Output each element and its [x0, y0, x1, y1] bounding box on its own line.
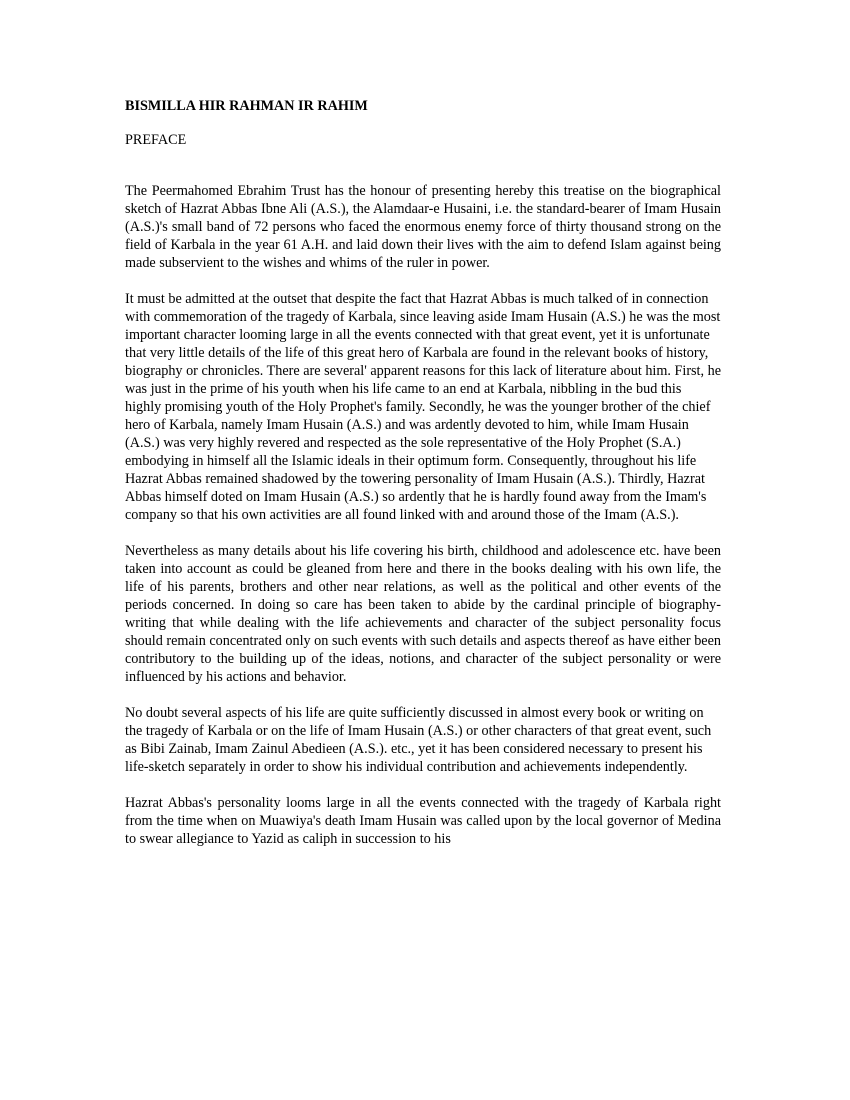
paragraph-4: No doubt several aspects of his life are quite sufficiently discussed in almost every book or writing on the tragedy of Karbala or on the life of Imam Husain (A.S.) or other characters of that great event, such as Bibi Zainab, Imam Zainul Abedieen (A.S.). etc., yet it has been considered necessary to present his life-sketch separately in order to show his individual contribution and achievements independently.	[125, 705, 712, 775]
paragraph-3: Nevertheless as many details about his life covering his birth, childhood and adolescence etc. have been taken into account as could be gleaned from here and there in the books dealing with his own life, the life of his parents, brothers and other near relations, as well as the political and other events of the periods concerned. In doing so care has been taken to abide by the cardinal principle of biography-writing that while dealing with the life achievements and character of the subject personality focus should remain concentrated only on such events with such details and aspects thereof as have either been contributory to the building up of the ideas, notions, and character of the subject personality or were influenced by his actions and behavior.	[125, 543, 721, 685]
paragraph-1: The Peermahomed Ebrahim Trust has the honour of presenting hereby this treatise on the biographical sketch of Hazrat Abbas Ibne Ali (A.S.), the Alamdaar-e Husaini, i.e. the standard-bearer of Imam Husain (A.S.)'s small band of 72 persons who faced the enormous enemy force of thirty thousand strong on the field of Karbala in the year 61 A.H. and laid down their lives with the aim to defend Islam against being made subservient to the wishes and whims of the ruler in power.	[125, 183, 721, 271]
document-heading: BISMILLA HIR RAHMAN IR RAHIM	[125, 98, 368, 114]
section-title-preface: PREFACE	[125, 132, 187, 148]
document-page	[125, 97, 721, 848]
paragraph-5: Hazrat Abbas's personality looms large in all the events connected with the tragedy of Karbala right from the time when on Muawiya's death Imam Husain was called upon by the local governor of Medina to swear allegiance to Yazid as caliph in succession to his	[125, 795, 721, 847]
paragraph-2: It must be admitted at the outset that despite the fact that Hazrat Abbas is much talked of in connection with commemoration of the tragedy of Karbala, since leaving aside Imam Husain (A.S.) he was the most important character looming large in all the events connected with that great event, yet it is unfortunate that very little details of the life of this great hero of Karbala are found in the relevant books of history, biography or chronicles. There are several' apparent reasons for this lack of literature about him. First, he was just in the prime of his youth when his life came to an end at Karbala, nibbling in the bud this highly promising youth of the Holy Prophet's family. Secondly, he was the younger brother of the chief hero of Karbala, namely Imam Husain (A.S.) and was ardently devoted to him, while Imam Husain (A.S.) was very highly revered and respected as the sole representative of the Holy Prophet (S.A.) embodying in himself all the Islamic ideals in their optimum form. Consequently, throughout his life Hazrat Abbas remained shadowed by the towering personality of Imam Husain (A.S.). Thirdly, Hazrat Abbas himself doted on Imam Husain (A.S.) so ardently that he is hardly found away from the Imam's company so that his own activities are all found linked with and around those of the Imam (A.S.).	[125, 291, 721, 523]
